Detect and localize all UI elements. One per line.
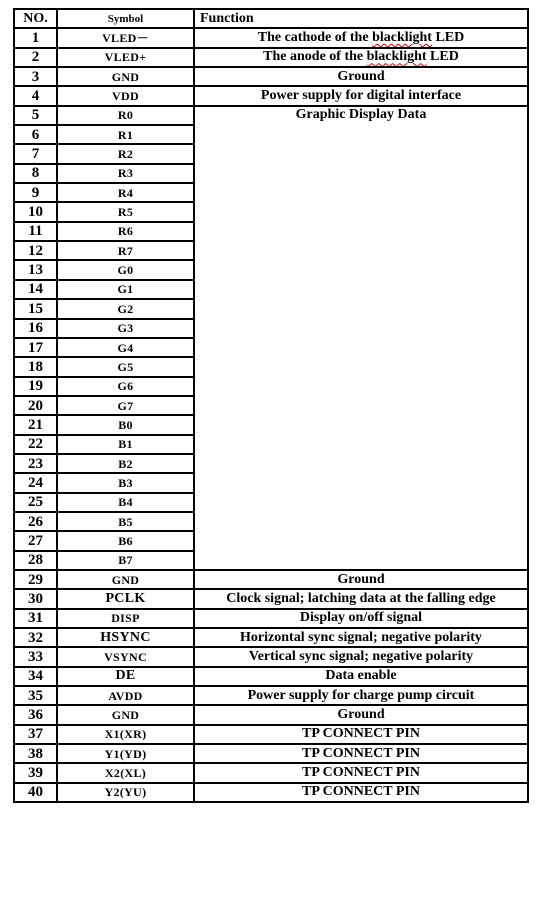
pin-number: 12 xyxy=(14,241,57,260)
pin-symbol: R3 xyxy=(57,164,194,183)
pin-number: 15 xyxy=(14,299,57,318)
pin-number: 7 xyxy=(14,144,57,163)
pin-function: Horizontal sync signal; negative polarity xyxy=(194,628,528,647)
table-row xyxy=(14,647,528,666)
pin-number: 19 xyxy=(14,377,57,396)
pin-symbol: PCLK xyxy=(57,589,194,608)
header-no: NO. xyxy=(14,9,57,28)
pin-symbol: B5 xyxy=(57,512,194,531)
pin-function: TP CONNECT PIN xyxy=(194,725,528,744)
pin-symbol: VSYNC xyxy=(57,647,194,666)
pin-function: Power supply for digital interface xyxy=(194,86,528,105)
pin-number: 29 xyxy=(14,570,57,589)
pin-function xyxy=(194,28,528,47)
pin-number: 18 xyxy=(14,357,57,376)
spellcheck-marked-word: blacklight xyxy=(372,30,432,46)
pin-number: 36 xyxy=(14,705,57,724)
header-symbol: Symbol xyxy=(57,9,194,28)
pin-symbol: R7 xyxy=(57,241,194,260)
pin-symbol: G2 xyxy=(57,299,194,318)
pin-symbol: G3 xyxy=(57,319,194,338)
pin-symbol: B3 xyxy=(57,473,194,492)
table-row xyxy=(14,705,528,724)
pin-number: 10 xyxy=(14,202,57,221)
table-row xyxy=(14,609,528,628)
pin-number: 31 xyxy=(14,609,57,628)
pin-symbol: B7 xyxy=(57,551,194,570)
table-row xyxy=(14,28,528,47)
pin-function: Ground xyxy=(194,67,528,86)
table-row xyxy=(14,67,528,86)
table-row xyxy=(14,667,528,686)
pin-symbol: R5 xyxy=(57,202,194,221)
pin-function: Ground xyxy=(194,570,528,589)
pin-symbol: B1 xyxy=(57,435,194,454)
pin-symbol: R4 xyxy=(57,183,194,202)
pin-number: 32 xyxy=(14,628,57,647)
pin-symbol: G4 xyxy=(57,338,194,357)
pin-number: 11 xyxy=(14,222,57,241)
pin-number: 1 xyxy=(14,28,57,47)
pin-symbol: VLED+ xyxy=(57,48,194,67)
pin-symbol: B4 xyxy=(57,493,194,512)
pin-symbol: G6 xyxy=(57,377,194,396)
pin-function: Vertical sync signal; negative polarity xyxy=(194,647,528,666)
pin-number: 33 xyxy=(14,647,57,666)
pin-function: TP CONNECT PIN xyxy=(194,763,528,782)
pin-symbol: Y1(YD) xyxy=(57,744,194,763)
pin-function xyxy=(194,48,528,67)
pin-function: Graphic Display Data xyxy=(194,106,528,570)
pin-number: 38 xyxy=(14,744,57,763)
pin-function: Data enable xyxy=(194,667,528,686)
pin-function: Clock signal; latching data at the falling edge xyxy=(194,589,528,608)
pin-function: Power supply for charge pump circuit xyxy=(194,686,528,705)
table-row xyxy=(14,763,528,782)
table-row xyxy=(14,570,528,589)
pin-symbol: DE xyxy=(57,667,194,686)
pin-symbol: R1 xyxy=(57,125,194,144)
pin-number: 13 xyxy=(14,260,57,279)
table-row xyxy=(14,628,528,647)
pin-number: 21 xyxy=(14,415,57,434)
table-row xyxy=(14,744,528,763)
pin-number: 30 xyxy=(14,589,57,608)
pin-symbol: X2(XL) xyxy=(57,763,194,782)
pin-number: 17 xyxy=(14,338,57,357)
pin-number: 37 xyxy=(14,725,57,744)
table-row xyxy=(14,686,528,705)
pin-number: 9 xyxy=(14,183,57,202)
function-text-start: The cathode of the xyxy=(257,30,373,46)
pin-symbol: VLED－ xyxy=(57,28,194,47)
pin-symbol: R6 xyxy=(57,222,194,241)
header-row xyxy=(14,9,528,28)
pin-number: 35 xyxy=(14,686,57,705)
pin-function: TP CONNECT PIN xyxy=(194,783,528,802)
pin-number: 14 xyxy=(14,280,57,299)
pin-symbol: HSYNC xyxy=(57,628,194,647)
table-row xyxy=(14,783,528,802)
pin-symbol: B0 xyxy=(57,415,194,434)
pin-number: 25 xyxy=(14,493,57,512)
pin-number: 26 xyxy=(14,512,57,531)
pin-number: 16 xyxy=(14,319,57,338)
table-row xyxy=(14,106,528,125)
table-row xyxy=(14,725,528,744)
pin-number: 3 xyxy=(14,67,57,86)
pin-number: 22 xyxy=(14,435,57,454)
pin-number: 34 xyxy=(14,667,57,686)
pin-symbol: VDD xyxy=(57,86,194,105)
pin-number: 8 xyxy=(14,164,57,183)
pin-symbol: G7 xyxy=(57,396,194,415)
table-row xyxy=(14,48,528,67)
pin-symbol: G5 xyxy=(57,357,194,376)
function-text-end: LED xyxy=(426,49,459,65)
pin-symbol: R0 xyxy=(57,106,194,125)
spellcheck-marked-word: blacklight xyxy=(366,49,427,65)
pin-number: 4 xyxy=(14,86,57,105)
pin-function: Ground xyxy=(194,705,528,724)
pin-symbol: R2 xyxy=(57,144,194,163)
pin-number: 40 xyxy=(14,783,57,802)
pin-symbol: B6 xyxy=(57,531,194,550)
pin-number: 27 xyxy=(14,531,57,550)
table-row xyxy=(14,589,528,608)
pin-function: Display on/off signal xyxy=(194,609,528,628)
pin-number: 28 xyxy=(14,551,57,570)
pin-symbol: GND xyxy=(57,570,194,589)
pin-symbol: GND xyxy=(57,67,194,86)
pin-symbol: X1(XR) xyxy=(57,725,194,744)
pin-definition-table xyxy=(13,8,529,803)
table-body xyxy=(14,9,528,802)
pin-number: 24 xyxy=(14,473,57,492)
pin-symbol: G0 xyxy=(57,260,194,279)
pin-symbol: G1 xyxy=(57,280,194,299)
table-row xyxy=(14,86,528,105)
pin-symbol: B2 xyxy=(57,454,194,473)
pin-symbol: DISP xyxy=(57,609,194,628)
pin-number: 23 xyxy=(14,454,57,473)
function-text-end: LED xyxy=(431,30,465,46)
pin-function: TP CONNECT PIN xyxy=(194,744,528,763)
pin-symbol: Y2(YU) xyxy=(57,783,194,802)
header-function: Function xyxy=(194,9,528,28)
pin-number: 39 xyxy=(14,763,57,782)
pin-symbol: AVDD xyxy=(57,686,194,705)
pin-number: 6 xyxy=(14,125,57,144)
pin-number: 5 xyxy=(14,106,57,125)
pin-symbol: GND xyxy=(57,705,194,724)
pin-number: 20 xyxy=(14,396,57,415)
pin-number: 2 xyxy=(14,48,57,67)
function-text-start: The anode of the xyxy=(263,49,367,65)
